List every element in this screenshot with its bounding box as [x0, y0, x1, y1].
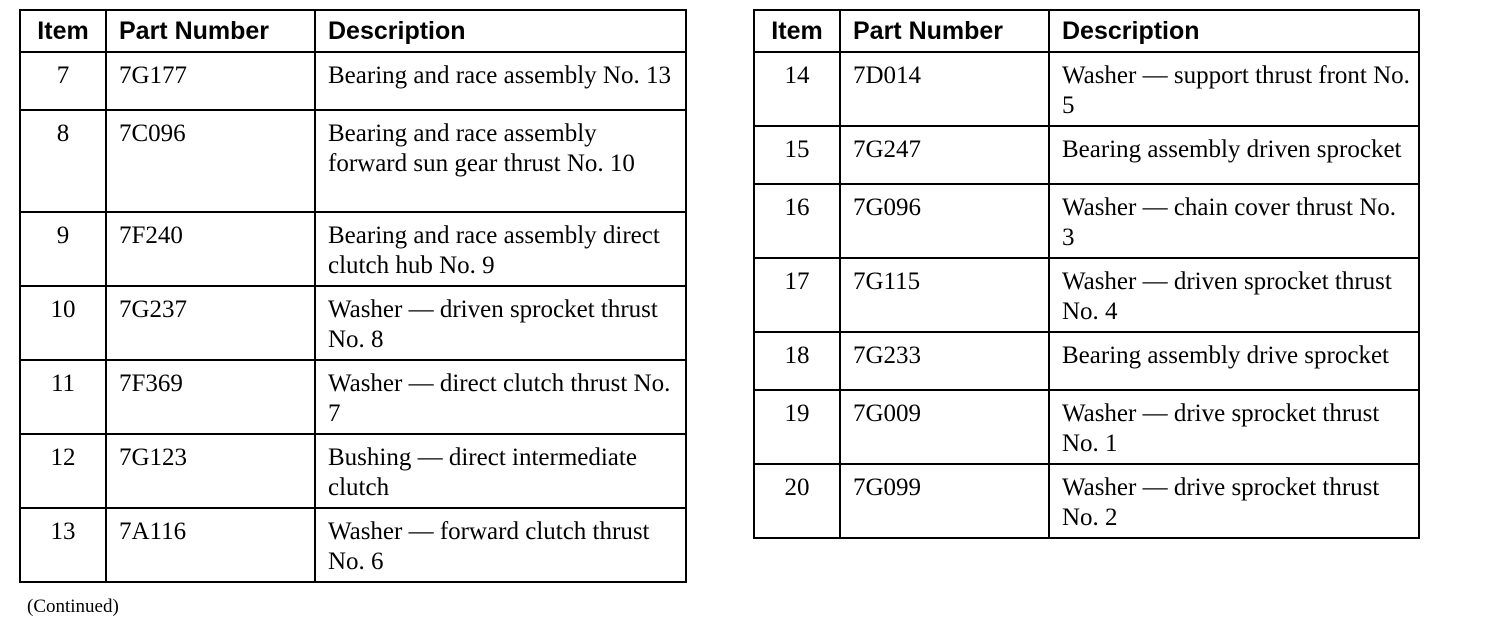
- table-row: [754, 126, 1419, 184]
- description-cell: Bushing — direct intermediate clutch: [315, 434, 686, 508]
- table-row: [20, 110, 686, 212]
- table-row: [20, 286, 686, 360]
- table-row: [754, 52, 1419, 126]
- header-row: [20, 10, 686, 52]
- item-cell: 8: [20, 110, 106, 212]
- table-row: [20, 52, 686, 110]
- description-cell: Washer — forward clutch thrust No. 6: [315, 508, 686, 582]
- description-cell: Bearing assembly drive sprocket: [1049, 332, 1419, 390]
- item-cell: 19: [754, 390, 840, 464]
- item-cell: 9: [20, 212, 106, 286]
- continued-note: (Continued): [27, 596, 119, 617]
- column-header-description: Description: [315, 10, 686, 52]
- part-number-cell: 7A116: [106, 508, 315, 582]
- header-row: [754, 10, 1419, 52]
- part-number-cell: 7G096: [840, 184, 1049, 258]
- item-cell: 15: [754, 126, 840, 184]
- part-number-cell: 7F369: [106, 360, 315, 434]
- part-number-cell: 7G099: [840, 464, 1049, 538]
- description-cell: Washer — driven sprocket thrust No. 8: [315, 286, 686, 360]
- column-header-item: Item: [754, 10, 840, 52]
- part-number-cell: 7G177: [106, 52, 315, 110]
- column-header-part-number: Part Number: [106, 10, 315, 52]
- table-row: [20, 360, 686, 434]
- table-row: [754, 464, 1419, 538]
- part-number-cell: 7G237: [106, 286, 315, 360]
- part-number-cell: 7G233: [840, 332, 1049, 390]
- item-cell: 10: [20, 286, 106, 360]
- table-row: [754, 332, 1419, 390]
- column-header-description: Description: [1049, 10, 1419, 52]
- item-cell: 11: [20, 360, 106, 434]
- part-number-cell: 7G123: [106, 434, 315, 508]
- description-cell: Bearing and race assembly No. 13: [315, 52, 686, 110]
- column-header-part-number: Part Number: [840, 10, 1049, 52]
- description-cell: Washer — drive sprocket thrust No. 1: [1049, 390, 1419, 464]
- item-cell: 16: [754, 184, 840, 258]
- item-cell: 20: [754, 464, 840, 538]
- item-cell: 12: [20, 434, 106, 508]
- item-cell: 13: [20, 508, 106, 582]
- description-cell: Washer — driven sprocket thrust No. 4: [1049, 258, 1419, 332]
- description-cell: Washer — chain cover thrust No. 3: [1049, 184, 1419, 258]
- table-row: [20, 212, 686, 286]
- parts-table-right: [753, 9, 1420, 539]
- part-number-cell: 7G247: [840, 126, 1049, 184]
- description-cell: Bearing assembly driven sprocket: [1049, 126, 1419, 184]
- part-number-cell: 7F240: [106, 212, 315, 286]
- part-number-cell: 7G009: [840, 390, 1049, 464]
- part-number-cell: 7D014: [840, 52, 1049, 126]
- part-number-cell: 7C096: [106, 110, 315, 212]
- part-number-cell: 7G115: [840, 258, 1049, 332]
- description-cell: Bearing and race assembly direct clutch hub No. 9: [315, 212, 686, 286]
- table-row: [20, 508, 686, 582]
- table-row: [754, 390, 1419, 464]
- item-cell: 18: [754, 332, 840, 390]
- item-cell: 17: [754, 258, 840, 332]
- table-row: [20, 434, 686, 508]
- item-cell: 14: [754, 52, 840, 126]
- column-header-item: Item: [20, 10, 106, 52]
- table-row: [754, 258, 1419, 332]
- description-cell: Washer — support thrust front No. 5: [1049, 52, 1419, 126]
- description-cell: Washer — drive sprocket thrust No. 2: [1049, 464, 1419, 538]
- parts-table-left: [19, 9, 687, 583]
- description-cell: Washer — direct clutch thrust No. 7: [315, 360, 686, 434]
- table-row: [754, 184, 1419, 258]
- item-cell: 7: [20, 52, 106, 110]
- description-cell: Bearing and race assembly forward sun gear thrust No. 10: [315, 110, 686, 212]
